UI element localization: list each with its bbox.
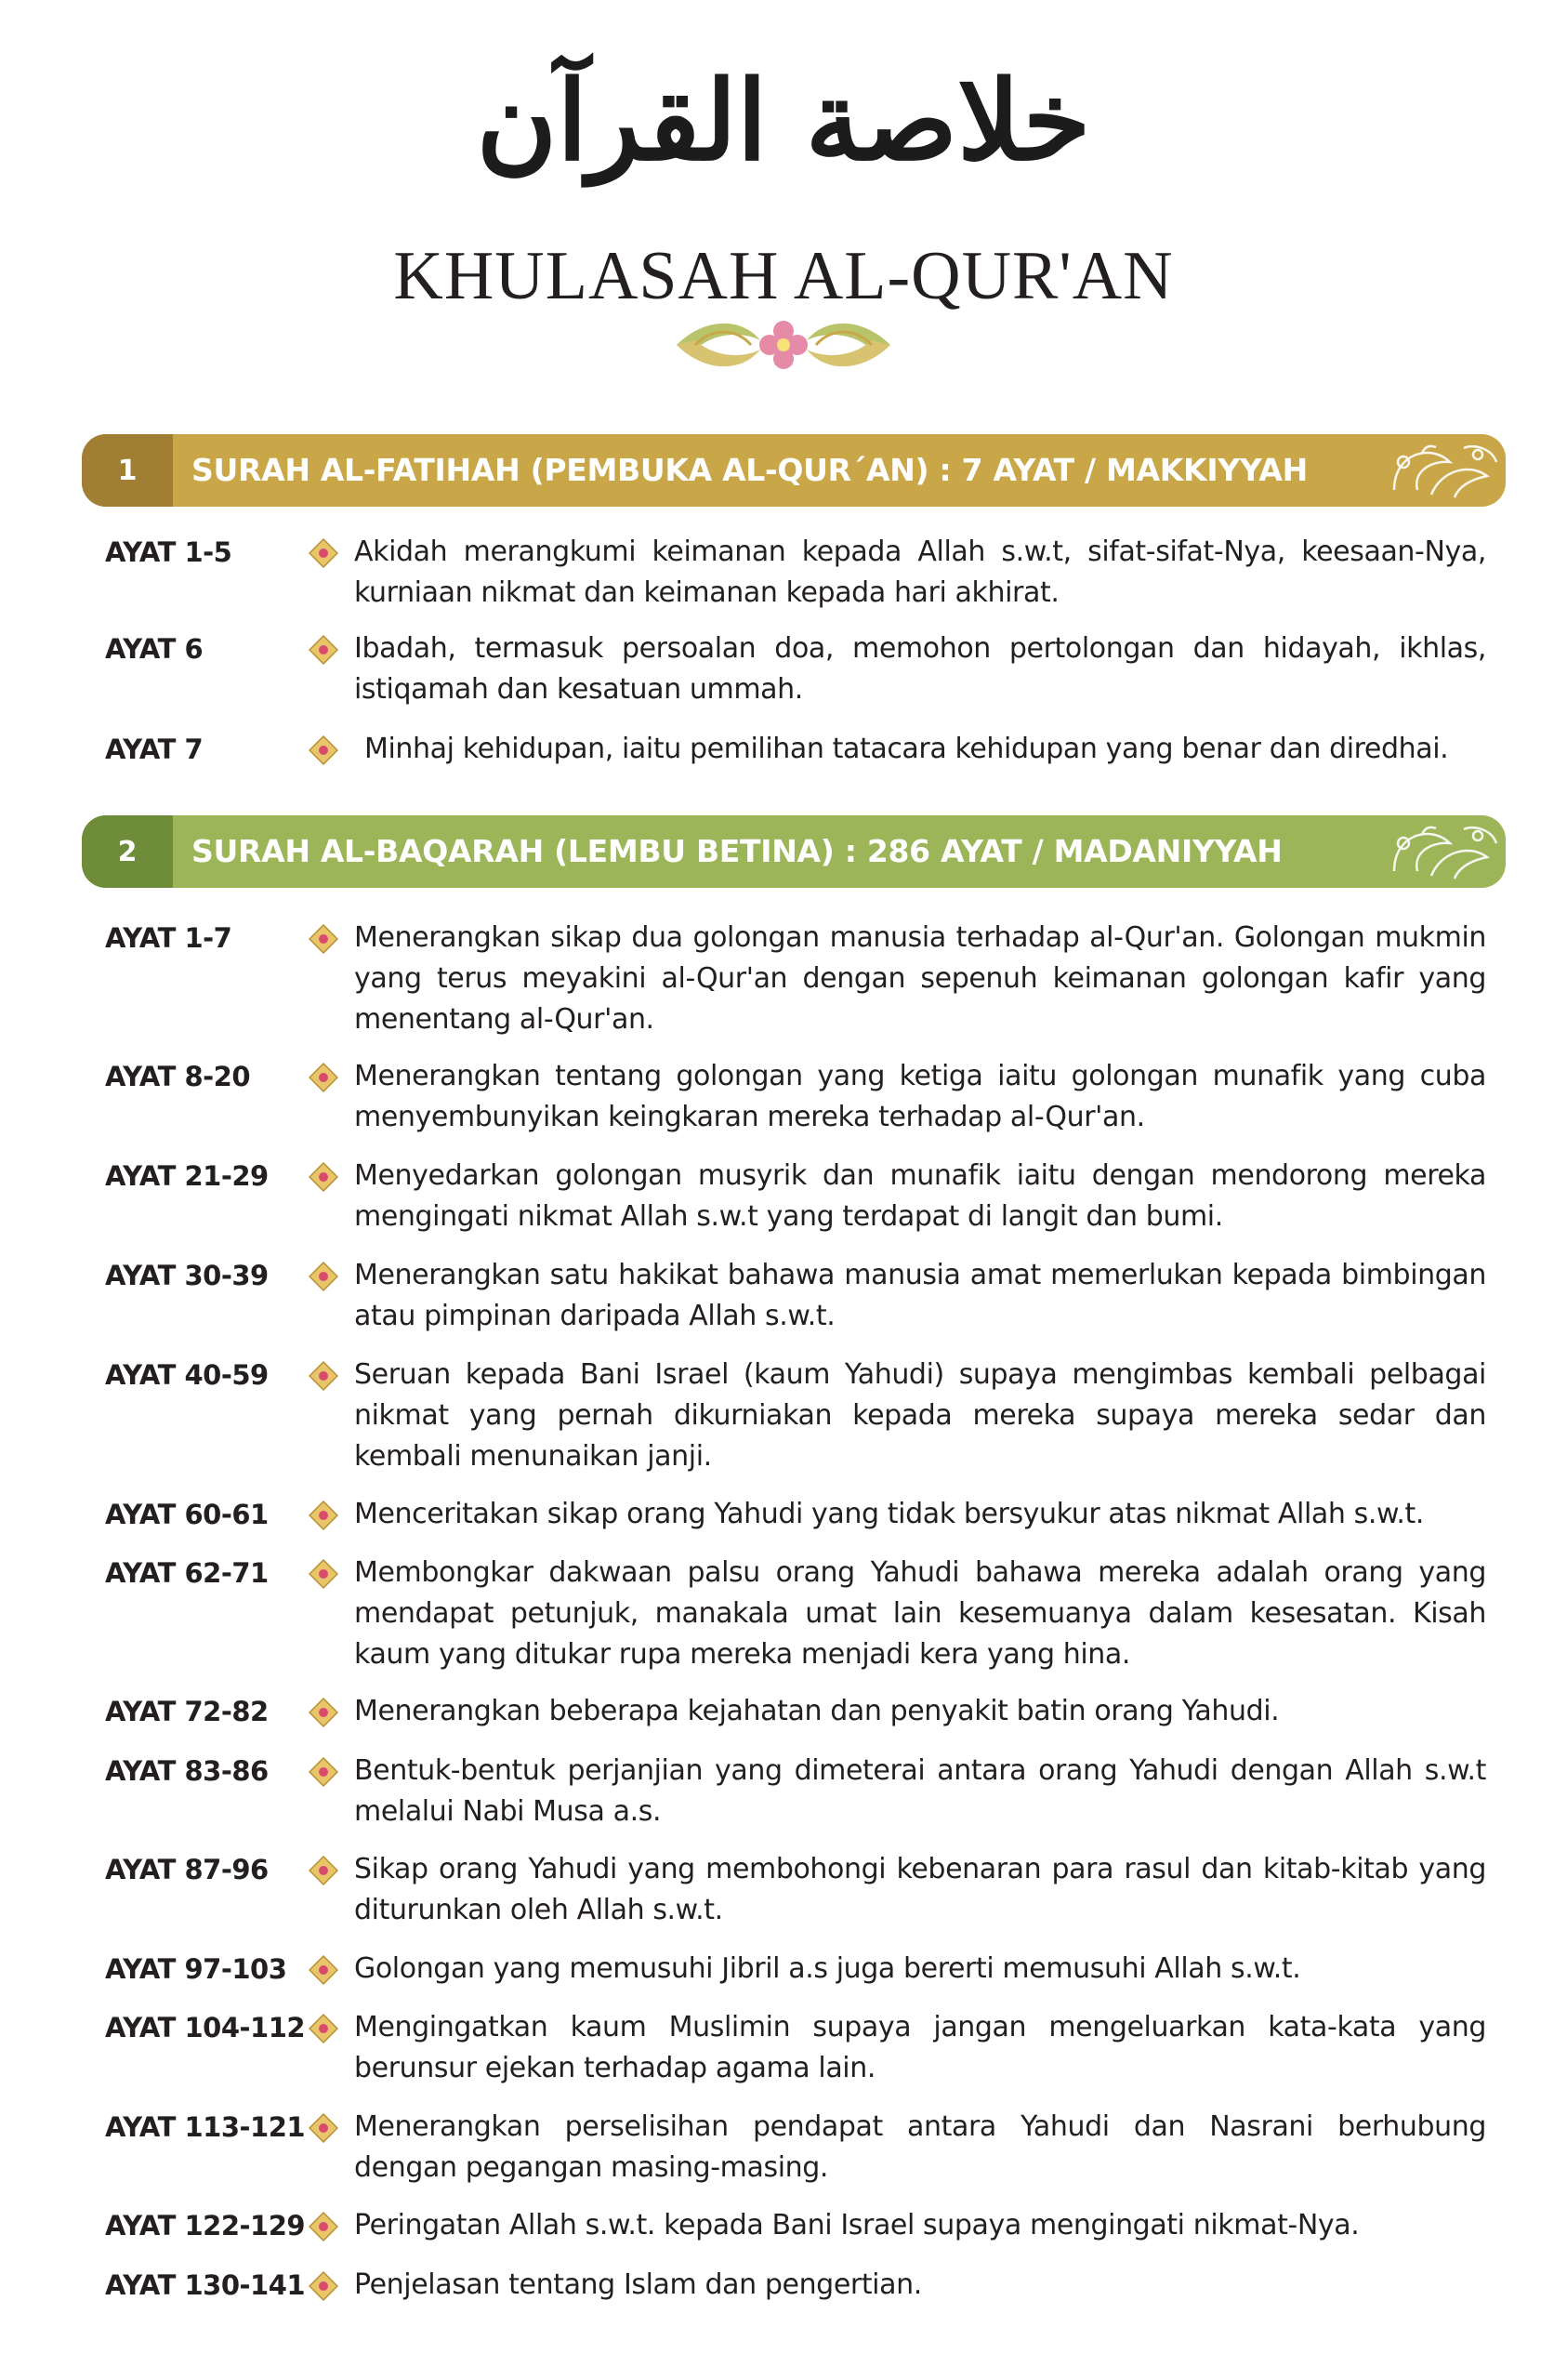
arabesque-ornament-icon [1376,815,1506,888]
flower-bullet-icon [309,735,338,765]
surah-title: SURAH AL-BAQARAH (LEMBU BETINA) : 286 AYAT / MADANIYYAH [191,833,1283,869]
flower-bullet-icon [309,2113,338,2143]
flower-bullet-icon [309,1698,338,1727]
flower-bullet-icon [309,1501,338,1530]
flower-bullet-icon [309,1262,338,1291]
surah-number: 2 [82,815,173,888]
ayat-range-label: AYAT 83-86 [105,1755,269,1787]
flower-bullet-icon [309,1955,338,1985]
flower-bullet-icon [309,2014,338,2043]
flower-bullet-icon [309,1757,338,1787]
ayat-summary: Ibadah, termasuk persoalan doa, memohon pertolongan dan hidayah, ikhlas, istiqamah dan kesatuan ummah. [354,632,1486,706]
flower-bullet-icon [309,1063,338,1092]
arabic-calligraphy-title: خلاصة القرآن [476,56,1091,185]
ayat-range-label: AYAT 113-121 [105,2111,306,2143]
ayat-summary: Menerangkan satu hakikat bahawa manusia amat memerlukan kepada bimbingan atau pimpinan daripada Allah s.w.t. [354,1259,1486,1332]
ayat-summary: Akidah merangkumi keimanan kepada Allah s.w.t, sifat-sifat-Nya, keesaan-Nya, kurniaan nikmat dan keimanan kepada hari akhirat. [354,536,1486,609]
flower-bullet-icon [309,2271,338,2301]
ayat-range-label: AYAT 7 [105,734,204,765]
ayat-range-label: AYAT 130-141 [105,2269,306,2301]
ayat-summary: Bentuk-bentuk perjanjian yang dimeterai antara orang Yahudi dengan Allah s.w.t melalui Nabi Musa a.s. [354,1754,1486,1828]
ayat-summary: Peringatan Allah s.w.t. kepada Bani Israel supaya mengingati nikmat-Nya. [354,2209,1360,2241]
surah-header-band-2 [82,815,1506,888]
ayat-range-label: AYAT 8-20 [105,1061,251,1092]
flower-bullet-icon [309,1162,338,1192]
flower-bullet-icon [309,1361,338,1391]
surah-number: 1 [82,434,173,507]
flower-bullet-icon [309,2212,338,2241]
ayat-range-label: AYAT 21-29 [105,1160,269,1192]
ayat-range-label: AYAT 72-82 [105,1696,269,1727]
page-header [0,0,1567,390]
ayat-range-label: AYAT 60-61 [105,1499,269,1530]
ayat-summary: Minhaj kehidupan, iaitu pemilihan tatacara kehidupan yang benar dan diredhai. [364,733,1449,765]
ayat-range-label: AYAT 97-103 [105,1953,287,1985]
flower-bullet-icon [309,924,338,954]
ayat-range-label: AYAT 30-39 [105,1260,269,1291]
ayat-summary: Membongkar dakwaan palsu orang Yahudi bahawa mereka adalah orang yang mendapat petunjuk, manakala umat lain kesemuanya dalam kesesatan. Kisah kaum yang ditukar rupa mereka menjadi kera yang hina. [354,1556,1486,1671]
surah-header-band-1 [82,434,1506,507]
ayat-summary: Menyedarkan golongan musyrik dan munafik iaitu dengan mendorong mereka mengingati nikmat Allah s.w.t yang terdapat di langit dan bumi. [354,1159,1486,1233]
ayat-range-label: AYAT 6 [105,633,204,665]
flower-bullet-icon [309,1856,338,1885]
ayat-range-label: AYAT 87-96 [105,1854,269,1885]
floral-ornament-icon [667,312,900,377]
ayat-summary: Mengingatkan kaum Muslimin supaya jangan mengeluarkan kata-kata yang berunsur ejekan terhadap agama lain. [354,2011,1486,2084]
arabesque-ornament-icon [1376,434,1506,507]
surah-title: SURAH AL-FATIHAH (PEMBUKA AL-QUR´AN) : 7 AYAT / MAKKIYYAH [191,452,1308,488]
flower-bullet-icon [309,635,338,665]
ayat-range-label: AYAT 1-5 [105,536,232,568]
ayat-range-label: AYAT 122-129 [105,2210,306,2241]
ayat-range-label: AYAT 104-112 [105,2012,306,2043]
flower-bullet-icon [309,1559,338,1589]
ayat-summary: Penjelasan tentang Islam dan pengertian. [354,2268,922,2301]
ayat-range-label: AYAT 62-71 [105,1557,269,1589]
ayat-range-label: AYAT 1-7 [105,922,232,954]
ayat-summary: Sikap orang Yahudi yang membohongi kebenaran para rasul dan kitab-kitab yang diturunkan oleh Allah s.w.t. [354,1853,1486,1926]
ayat-summary: Menerangkan sikap dua golongan manusia terhadap al-Qur'an. Golongan mukmin yang terus meyakini al-Qur'an dengan sepenuh keimanan golongan kafir yang menentang al-Qur'an. [354,921,1486,1036]
ayat-summary: Menerangkan perselisihan pendapat antara Yahudi dan Nasrani berhubung dengan pegangan masing-masing. [354,2110,1486,2184]
ayat-summary: Seruan kepada Bani Israel (kaum Yahudi) supaya mengimbas kembali pelbagai nikmat yang pernah dikurniakan kepada mereka supaya mereka sedar dan kembali menunaikan janji. [354,1358,1486,1473]
ayat-summary: Menceritakan sikap orang Yahudi yang tidak bersyukur atas nikmat Allah s.w.t. [354,1498,1425,1530]
page-title: KHULASAH AL-QUR'AN [393,238,1174,314]
ayat-summary: Menerangkan tentang golongan yang ketiga iaitu golongan munafik yang cuba menyembunyikan keingkaran mereka terhadap al-Qur'an. [354,1060,1486,1133]
ayat-summary: Menerangkan beberapa kejahatan dan penyakit batin orang Yahudi. [354,1695,1280,1727]
ayat-summary: Golongan yang memusuhi Jibril a.s juga bererti memusuhi Allah s.w.t. [354,1952,1301,1985]
ayat-range-label: AYAT 40-59 [105,1359,269,1391]
flower-bullet-icon [309,538,338,568]
